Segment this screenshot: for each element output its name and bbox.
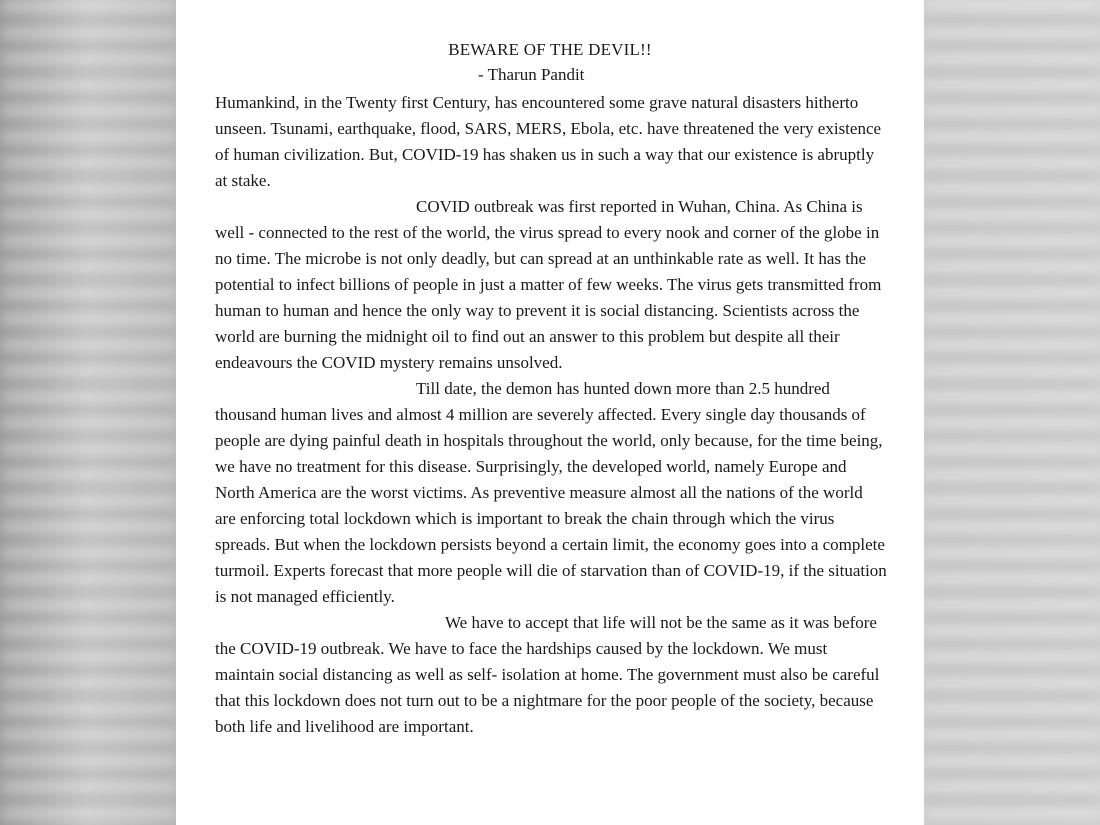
paragraph-2-text: COVID outbreak was first reported in Wuhan, China. As China is well - connected to the rest of the world, the virus spread to every nook and corner of the globe in no time. The microbe is not only deadly, but can spread at an unthinkable rate as well. It has the potential to infect billions of people in just a matter of few weeks. The virus gets transmitted from human to human and hence the only way to prevent it is social distancing. Scientists across the world are burning the midnight oil to find out an answer to this problem but despite all their endeavours the COVID mystery remains unsolved. (215, 197, 882, 372)
blurred-right-margin (924, 0, 1100, 825)
essay-body (215, 90, 887, 740)
paragraph-1-text: Humankind, in the Twenty first Century, has encountered some grave natural disasters hitherto unseen. Tsunami, earthquake, flood, SARS, MERS, Ebola, etc. have threatened the very existence of human civilization. But, COVID-19 has shaken us in such a way that our existence is abruptly at stake. (215, 93, 882, 190)
paragraph-3-text: Till date, the demon has hunted down more than 2.5 hundred thousand human lives and almost 4 million are severely affected. Every single day thousands of people are dying painful death in hospitals throughout the world, only because, for the time being, we have no treatment for this disease. Surprisingly, the developed world, namely Europe and North America are the worst victims. As preventive measure almost all the nations of the world are enforcing total lockdown which is important to break the chain through which the virus spreads. But when the lockdown persists beyond a certain limit, the economy goes into a complete turmoil. Experts forecast that more people will die of starvation than of COVID-19, if the situation is not managed efficiently. (215, 379, 887, 606)
paragraph-4-text: We have to accept that life will not be the same as it was before the COVID-19 outbreak. We have to face the hardships caused by the lockdown. We must maintain social distancing as well as self- isolation at home. The government must also be careful that this lockdown does not turn out to be a nightmare for the poor people of the society, because both life and livelihood are important. (215, 613, 880, 736)
document-page (176, 0, 924, 825)
paragraph-1 (215, 90, 887, 194)
paragraph-3 (215, 376, 887, 610)
essay-author: - Tharun Pandit (478, 65, 585, 84)
blurred-left-margin (0, 0, 176, 825)
paragraph-4 (215, 610, 887, 740)
essay-title: BEWARE OF THE DEVIL!! (448, 40, 652, 59)
paragraph-2 (215, 194, 887, 376)
